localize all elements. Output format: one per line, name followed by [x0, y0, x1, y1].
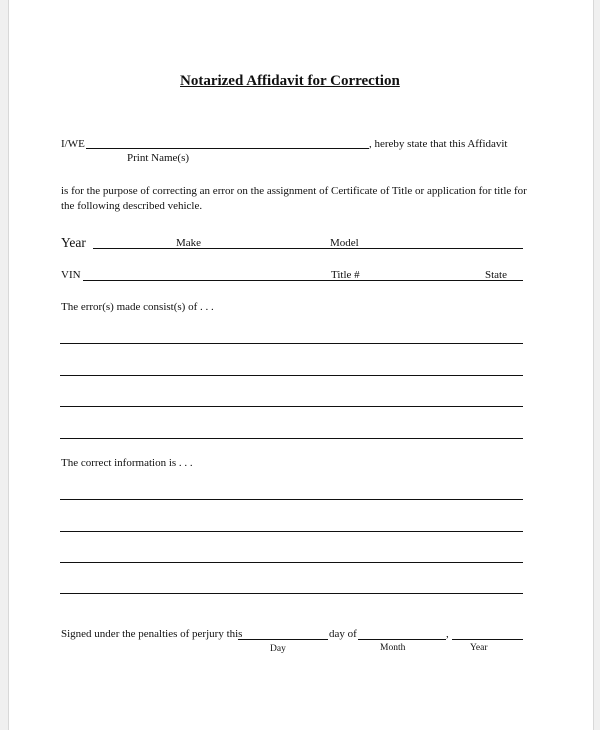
correct-line-3[interactable] — [60, 562, 523, 563]
print-names-field[interactable] — [86, 148, 369, 149]
correct-info-label: The correct information is . . . — [61, 457, 193, 469]
errors-line-4[interactable] — [60, 438, 523, 439]
document-page — [8, 0, 594, 730]
correct-line-1[interactable] — [60, 499, 523, 500]
purpose-text-line1: is for the purpose of correcting an error on the assignment of Certificate of Title or application for title for — [61, 185, 527, 197]
month-caption: Month — [380, 643, 406, 653]
day-of-text: day of — [329, 628, 357, 640]
errors-line-2[interactable] — [60, 375, 523, 376]
year-caption: Year — [470, 643, 488, 653]
vin-label: VIN — [61, 269, 81, 281]
vin-title-state-field[interactable] — [83, 280, 523, 281]
title-number-label: Title # — [331, 269, 360, 281]
model-label: Model — [330, 237, 359, 249]
signature-month-field[interactable] — [358, 639, 446, 640]
make-label: Make — [176, 237, 202, 249]
day-caption: Day — [270, 644, 286, 654]
signature-day-field[interactable] — [238, 639, 328, 640]
signature-year-field[interactable] — [452, 639, 523, 640]
iwe-label: I/WE — [61, 138, 85, 150]
correct-line-4[interactable] — [60, 593, 523, 594]
errors-label: The error(s) made consist(s) of . . . — [61, 301, 214, 313]
document-title: Notarized Affidavit for Correction — [180, 73, 400, 89]
iwe-suffix-text: , hereby state that this Affidavit — [369, 138, 508, 150]
errors-line-1[interactable] — [60, 343, 523, 344]
year-make-model-field[interactable] — [93, 248, 523, 249]
correct-line-2[interactable] — [60, 531, 523, 532]
signature-text: Signed under the penalties of perjury this — [61, 628, 243, 640]
errors-line-3[interactable] — [60, 406, 523, 407]
state-label: State — [485, 269, 507, 281]
purpose-text-line2: the following described vehicle. — [61, 200, 203, 212]
signature-comma: , — [446, 628, 449, 640]
year-label: Year — [61, 235, 86, 250]
print-names-caption: Print Name(s) — [127, 152, 190, 164]
